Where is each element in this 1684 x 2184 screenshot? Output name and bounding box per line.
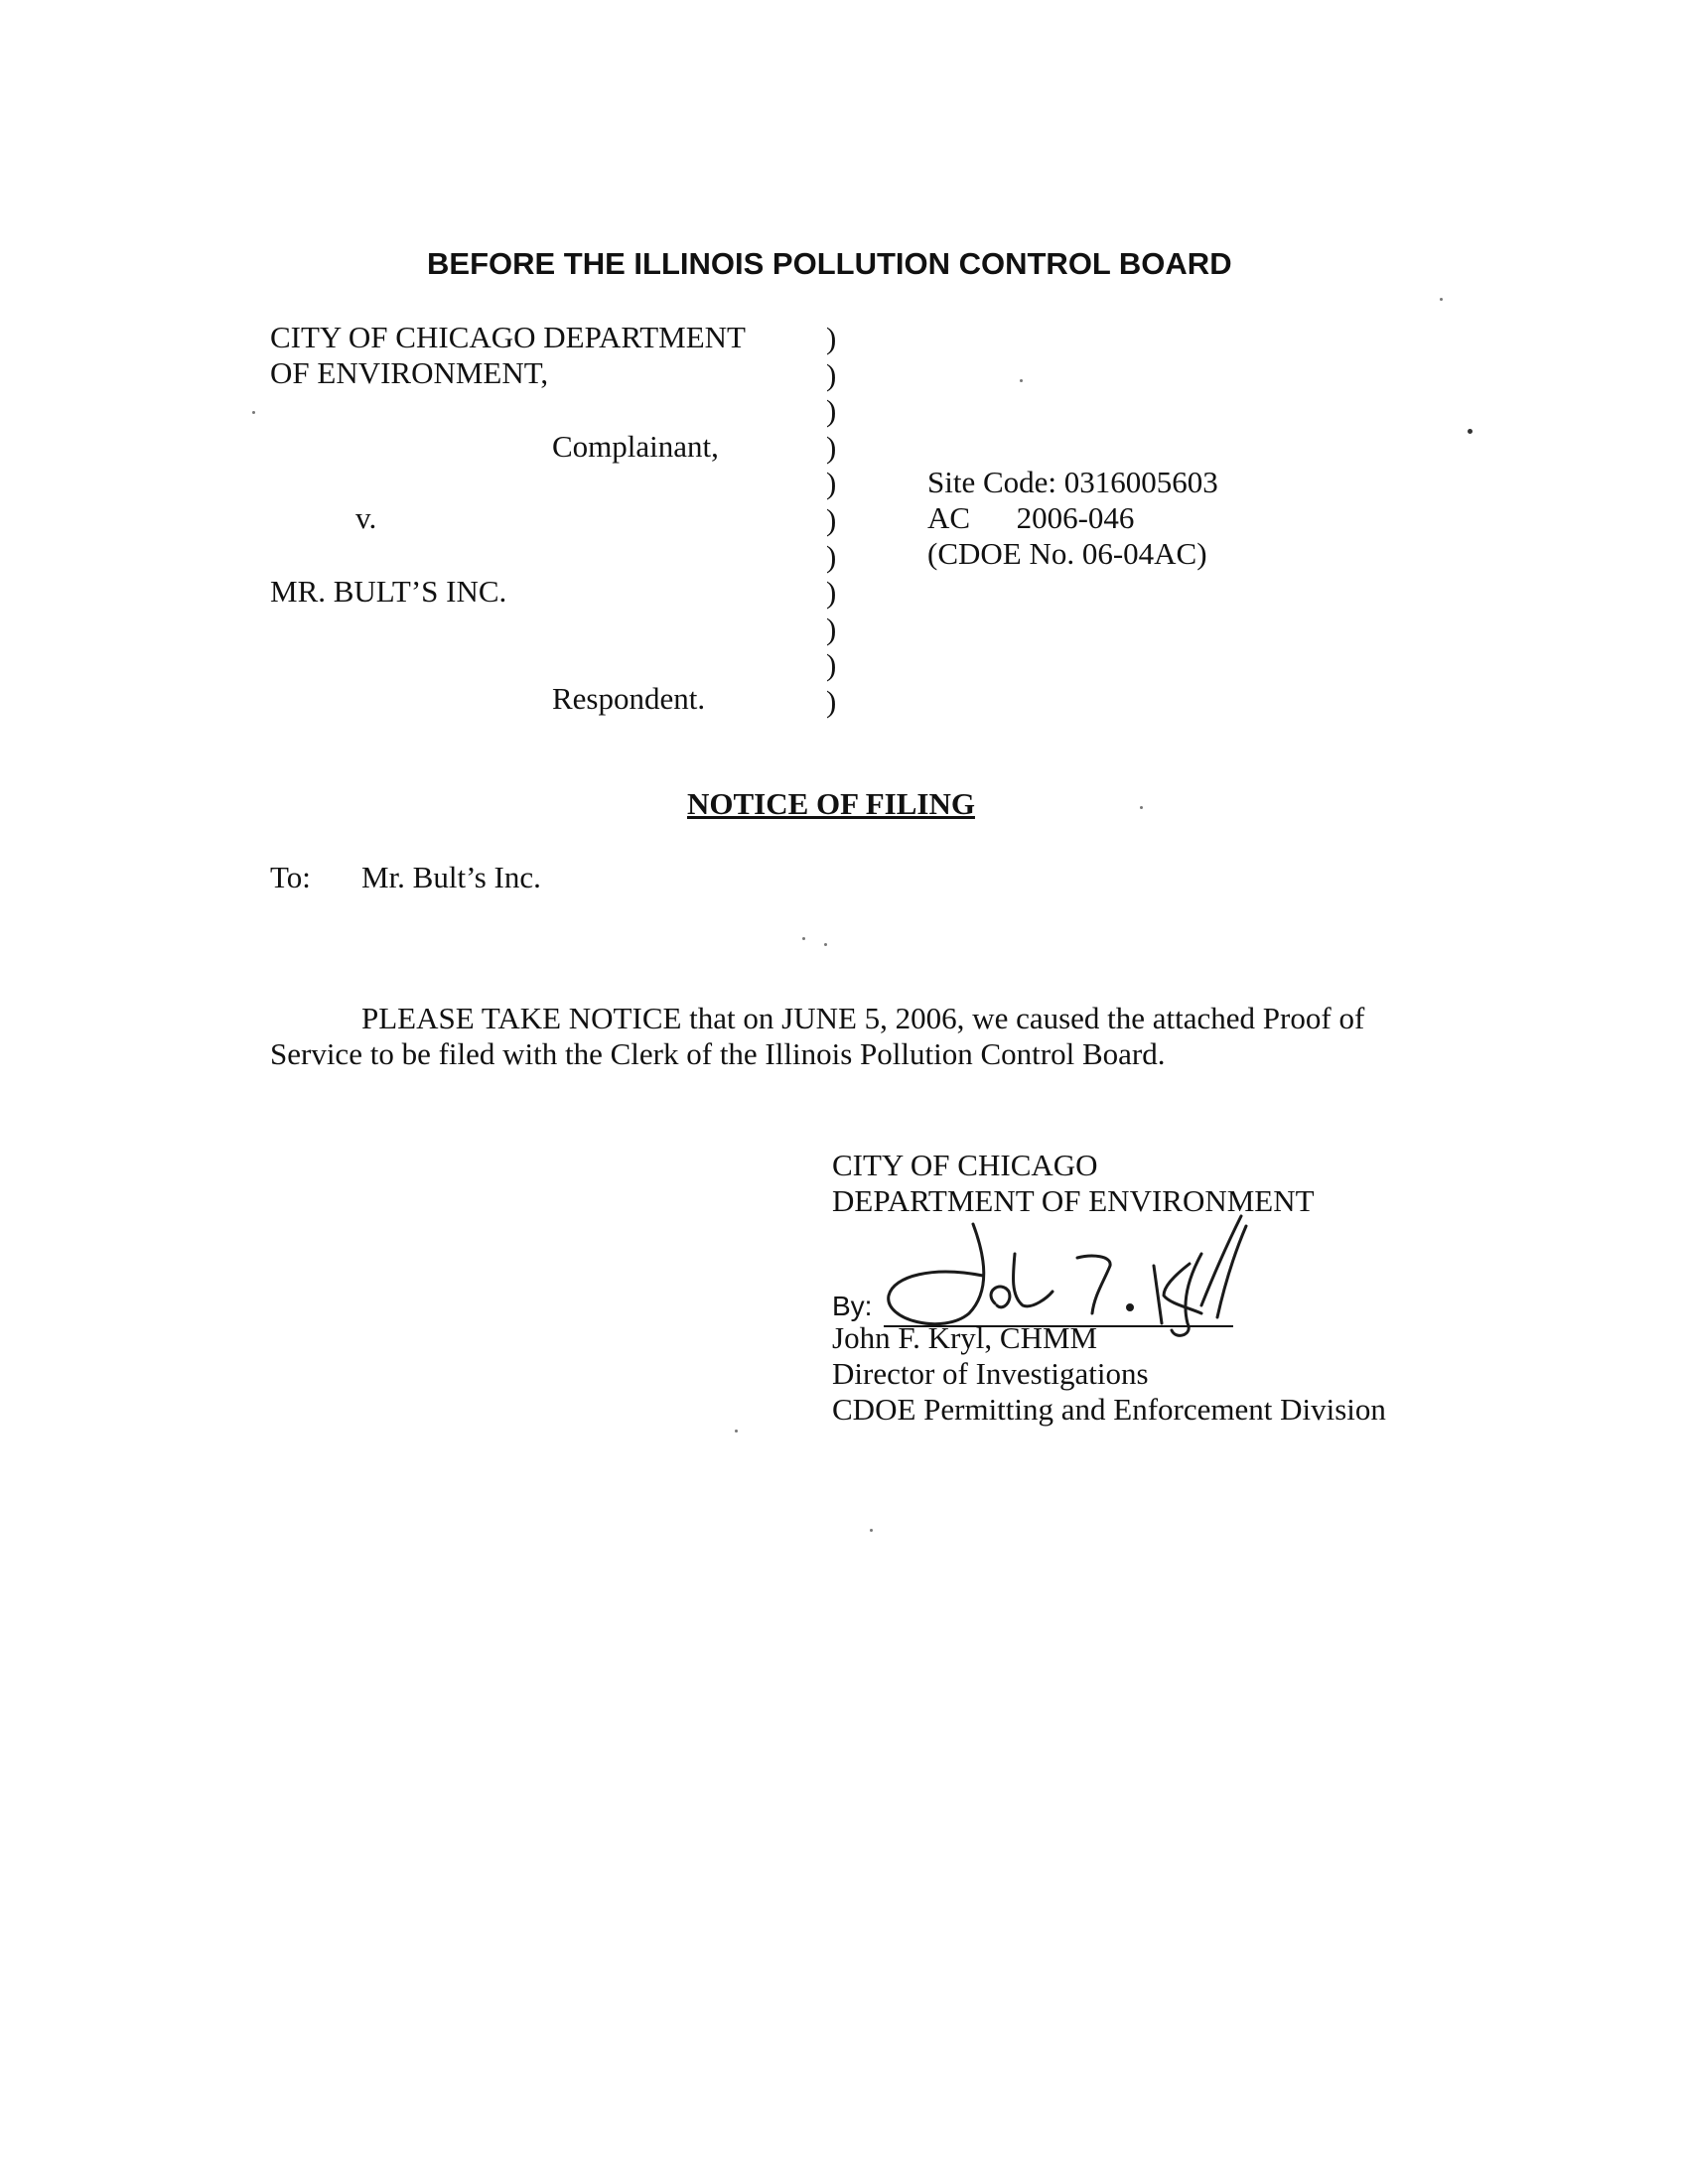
signer-name: John F. Kryl, CHMM xyxy=(832,1320,1098,1355)
notice-body-line2: Service to be filed with the Clerk of the Illinois Pollution Control Board. xyxy=(270,1036,1166,1071)
scan-speck xyxy=(1468,429,1473,434)
caption-paren: ) xyxy=(826,538,837,574)
caption-paren: ) xyxy=(826,466,837,501)
caption-paren: ) xyxy=(826,356,837,392)
caption-paren: ) xyxy=(826,393,837,429)
scan-speck xyxy=(1440,298,1443,301)
caption-paren: ) xyxy=(826,321,837,355)
notice-title: NOTICE OF FILING xyxy=(687,786,975,821)
signature-org-line2: DEPARTMENT OF ENVIRONMENT xyxy=(832,1183,1315,1218)
scan-speck xyxy=(1140,806,1143,809)
caption-paren-column xyxy=(826,321,846,721)
site-code: Site Code: 0316005603 xyxy=(927,465,1218,499)
caption-paren: ) xyxy=(826,683,837,719)
scan-speck xyxy=(802,937,805,940)
respondent-name: MR. BULT’S INC. xyxy=(270,574,507,609)
versus-label: v. xyxy=(355,500,377,535)
signer-title: Director of Investigations xyxy=(832,1356,1149,1391)
complainant-name-line2: OF ENVIRONMENT, xyxy=(270,355,549,390)
scan-speck xyxy=(252,411,255,414)
scan-speck xyxy=(870,1529,873,1532)
caption-paren: ) xyxy=(826,501,837,537)
signer-division: CDOE Permitting and Enforcement Division xyxy=(832,1392,1386,1427)
case-number: AC 2006-046 xyxy=(927,500,1135,535)
notice-body-line1: PLEASE TAKE NOTICE that on JUNE 5, 2006, we caused the attached Proof of xyxy=(361,1001,1365,1035)
caption-paren: ) xyxy=(826,611,837,646)
respondent-role: Respondent. xyxy=(552,681,706,716)
caption-paren: ) xyxy=(826,647,837,683)
caption-paren: ) xyxy=(826,429,837,465)
cdoe-number: (CDOE No. 06-04AC) xyxy=(927,536,1207,571)
by-label: By: xyxy=(832,1291,873,1321)
signature-org-line1: CITY OF CHICAGO xyxy=(832,1148,1098,1182)
to-label: To: xyxy=(270,860,311,894)
scan-speck xyxy=(735,1430,738,1433)
caption-paren: ) xyxy=(826,575,837,611)
to-recipient: Mr. Bult’s Inc. xyxy=(361,860,541,894)
scan-speck xyxy=(824,943,827,946)
complainant-name-line1: CITY OF CHICAGO DEPARTMENT xyxy=(270,320,746,354)
complainant-role: Complainant, xyxy=(552,429,719,464)
board-heading: BEFORE THE ILLINOIS POLLUTION CONTROL BOARD xyxy=(427,246,1232,281)
scan-speck xyxy=(1020,379,1023,382)
